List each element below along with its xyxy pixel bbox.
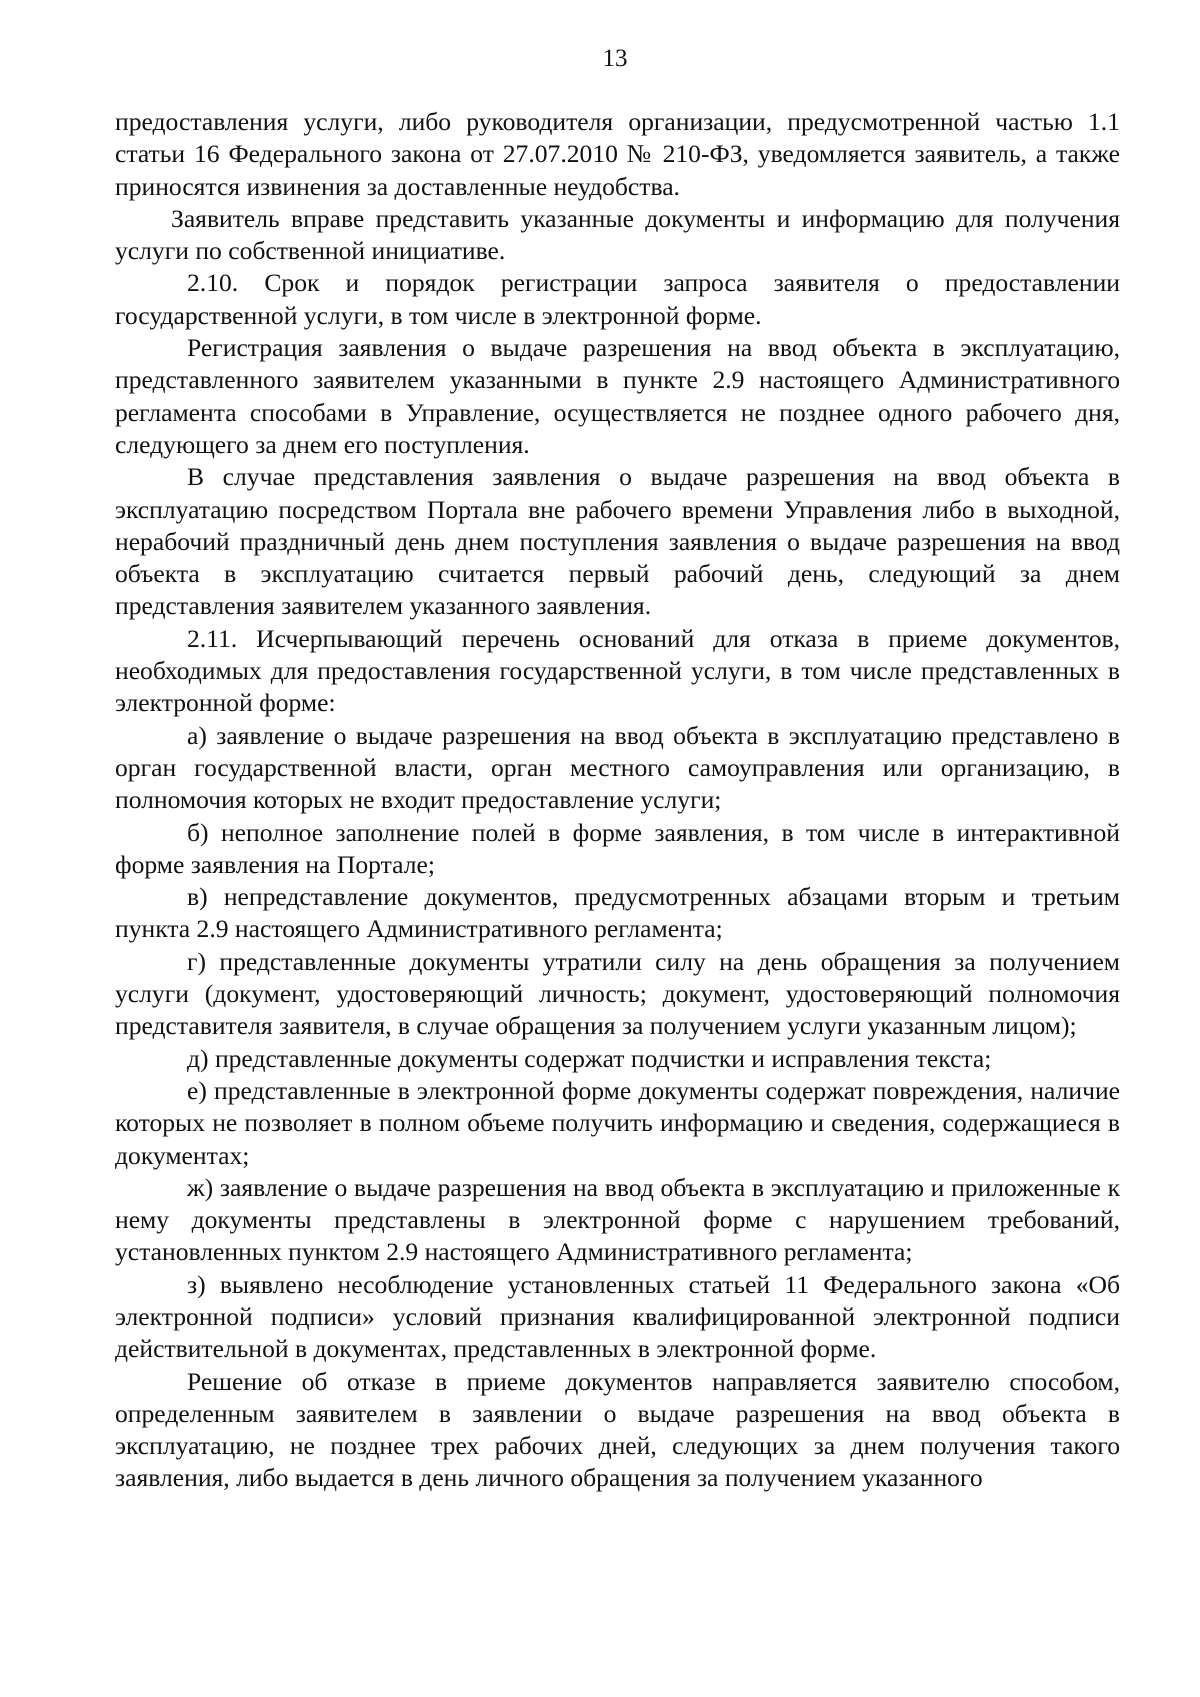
list-item: б) неполное заполнение полей в форме заявления, в том числе в интерактивной форме заявления на Портале; [115,817,1120,879]
list-item: ж) заявление о выдаче разрешения на ввод объекта в эксплуатацию и приложенные к нему документы представлены в электронной форме с нарушением требований, установленных пунктом 2.9 настоящего Административного регламента; [115,1172,1120,1267]
document-body [115,106,1120,1495]
list-item: г) представленные документы утратили силу на день обращения за получением услуги (документ, удостоверяющий личность; документ, удостоверяющий полномочия представителя заявителя, в случае обращения за получением услуги указанным лицом); [115,946,1120,1041]
paragraph: 2.11. Исчерпывающий перечень оснований для отказа в приеме документов, необходимых для предоставления государственной услуги, в том числе представленных в электронной форме: [115,623,1120,718]
list-item: д) представленные документы содержат подчистки и исправления текста; [187,1043,992,1073]
paragraph: Решение об отказе в приеме документов направляется заявителю способом, определенным заявителем в заявлении о выдаче разрешения на ввод объекта в эксплуатацию, не позднее трех рабочих дней, следующих за днем получения такого заявления, либо выдается в день личного обращения за получением указанного [115,1366,1120,1493]
paragraph: В случае представления заявления о выдаче разрешения на ввод объекта в эксплуатацию посредством Портала вне рабочего времени Управления либо в выходной, нерабочий праздничный день днем поступления заявления о выдаче разрешения на ввод объекта в эксплуатацию считается первый рабочий день, следующий за днем представления заявителем указанного заявления. [115,462,1120,621]
paragraph: 2.10. Срок и порядок регистрации запроса заявителя о предоставлении государственной услуги, в том числе в электронной форме. [115,268,1120,330]
list-item: а) заявление о выдаче разрешения на ввод объекта в эксплуатацию представлено в орган государственной власти, орган местного самоуправления или организацию, в полномочия которых не входит предоставление услуги; [115,720,1120,815]
list-item: з) выявлено несоблюдение установленных статьей 11 Федерального закона «Об электронной подписи» условий признания квалифицированной электронной подписи действительной в документах, представленных в электронной форме. [115,1269,1120,1364]
list-item: в) непредставление документов, предусмотренных абзацами вторым и третьим пункта 2.9 настоящего Административного регламента; [115,882,1120,944]
list-item: е) представленные в электронной форме документы содержат повреждения, наличие которых не позволяет в полном объеме получить информацию и сведения, содержащиеся в документах; [115,1075,1120,1170]
paragraph: предоставления услуги, либо руководителя организации, предусмотренной частью 1.1 статьи 16 Федерального закона от 27.07.2010 № 210-ФЗ, уведомляется заявитель, а также приносятся извинения за доставленные неудобства. [115,107,1120,201]
page-number: 13 [602,45,628,72]
paragraph: Заявитель вправе представить указанные документы и информацию для получения услуги по собственной инициативе. [115,203,1120,266]
paragraph: Регистрация заявления о выдаче разрешения на ввод объекта в эксплуатацию, представленного заявителем указанными в пункте 2.9 настоящего Административного регламента способами в Управление, осуществляется не позднее одного рабочего дня, следующего за днем его поступления. [115,333,1120,459]
